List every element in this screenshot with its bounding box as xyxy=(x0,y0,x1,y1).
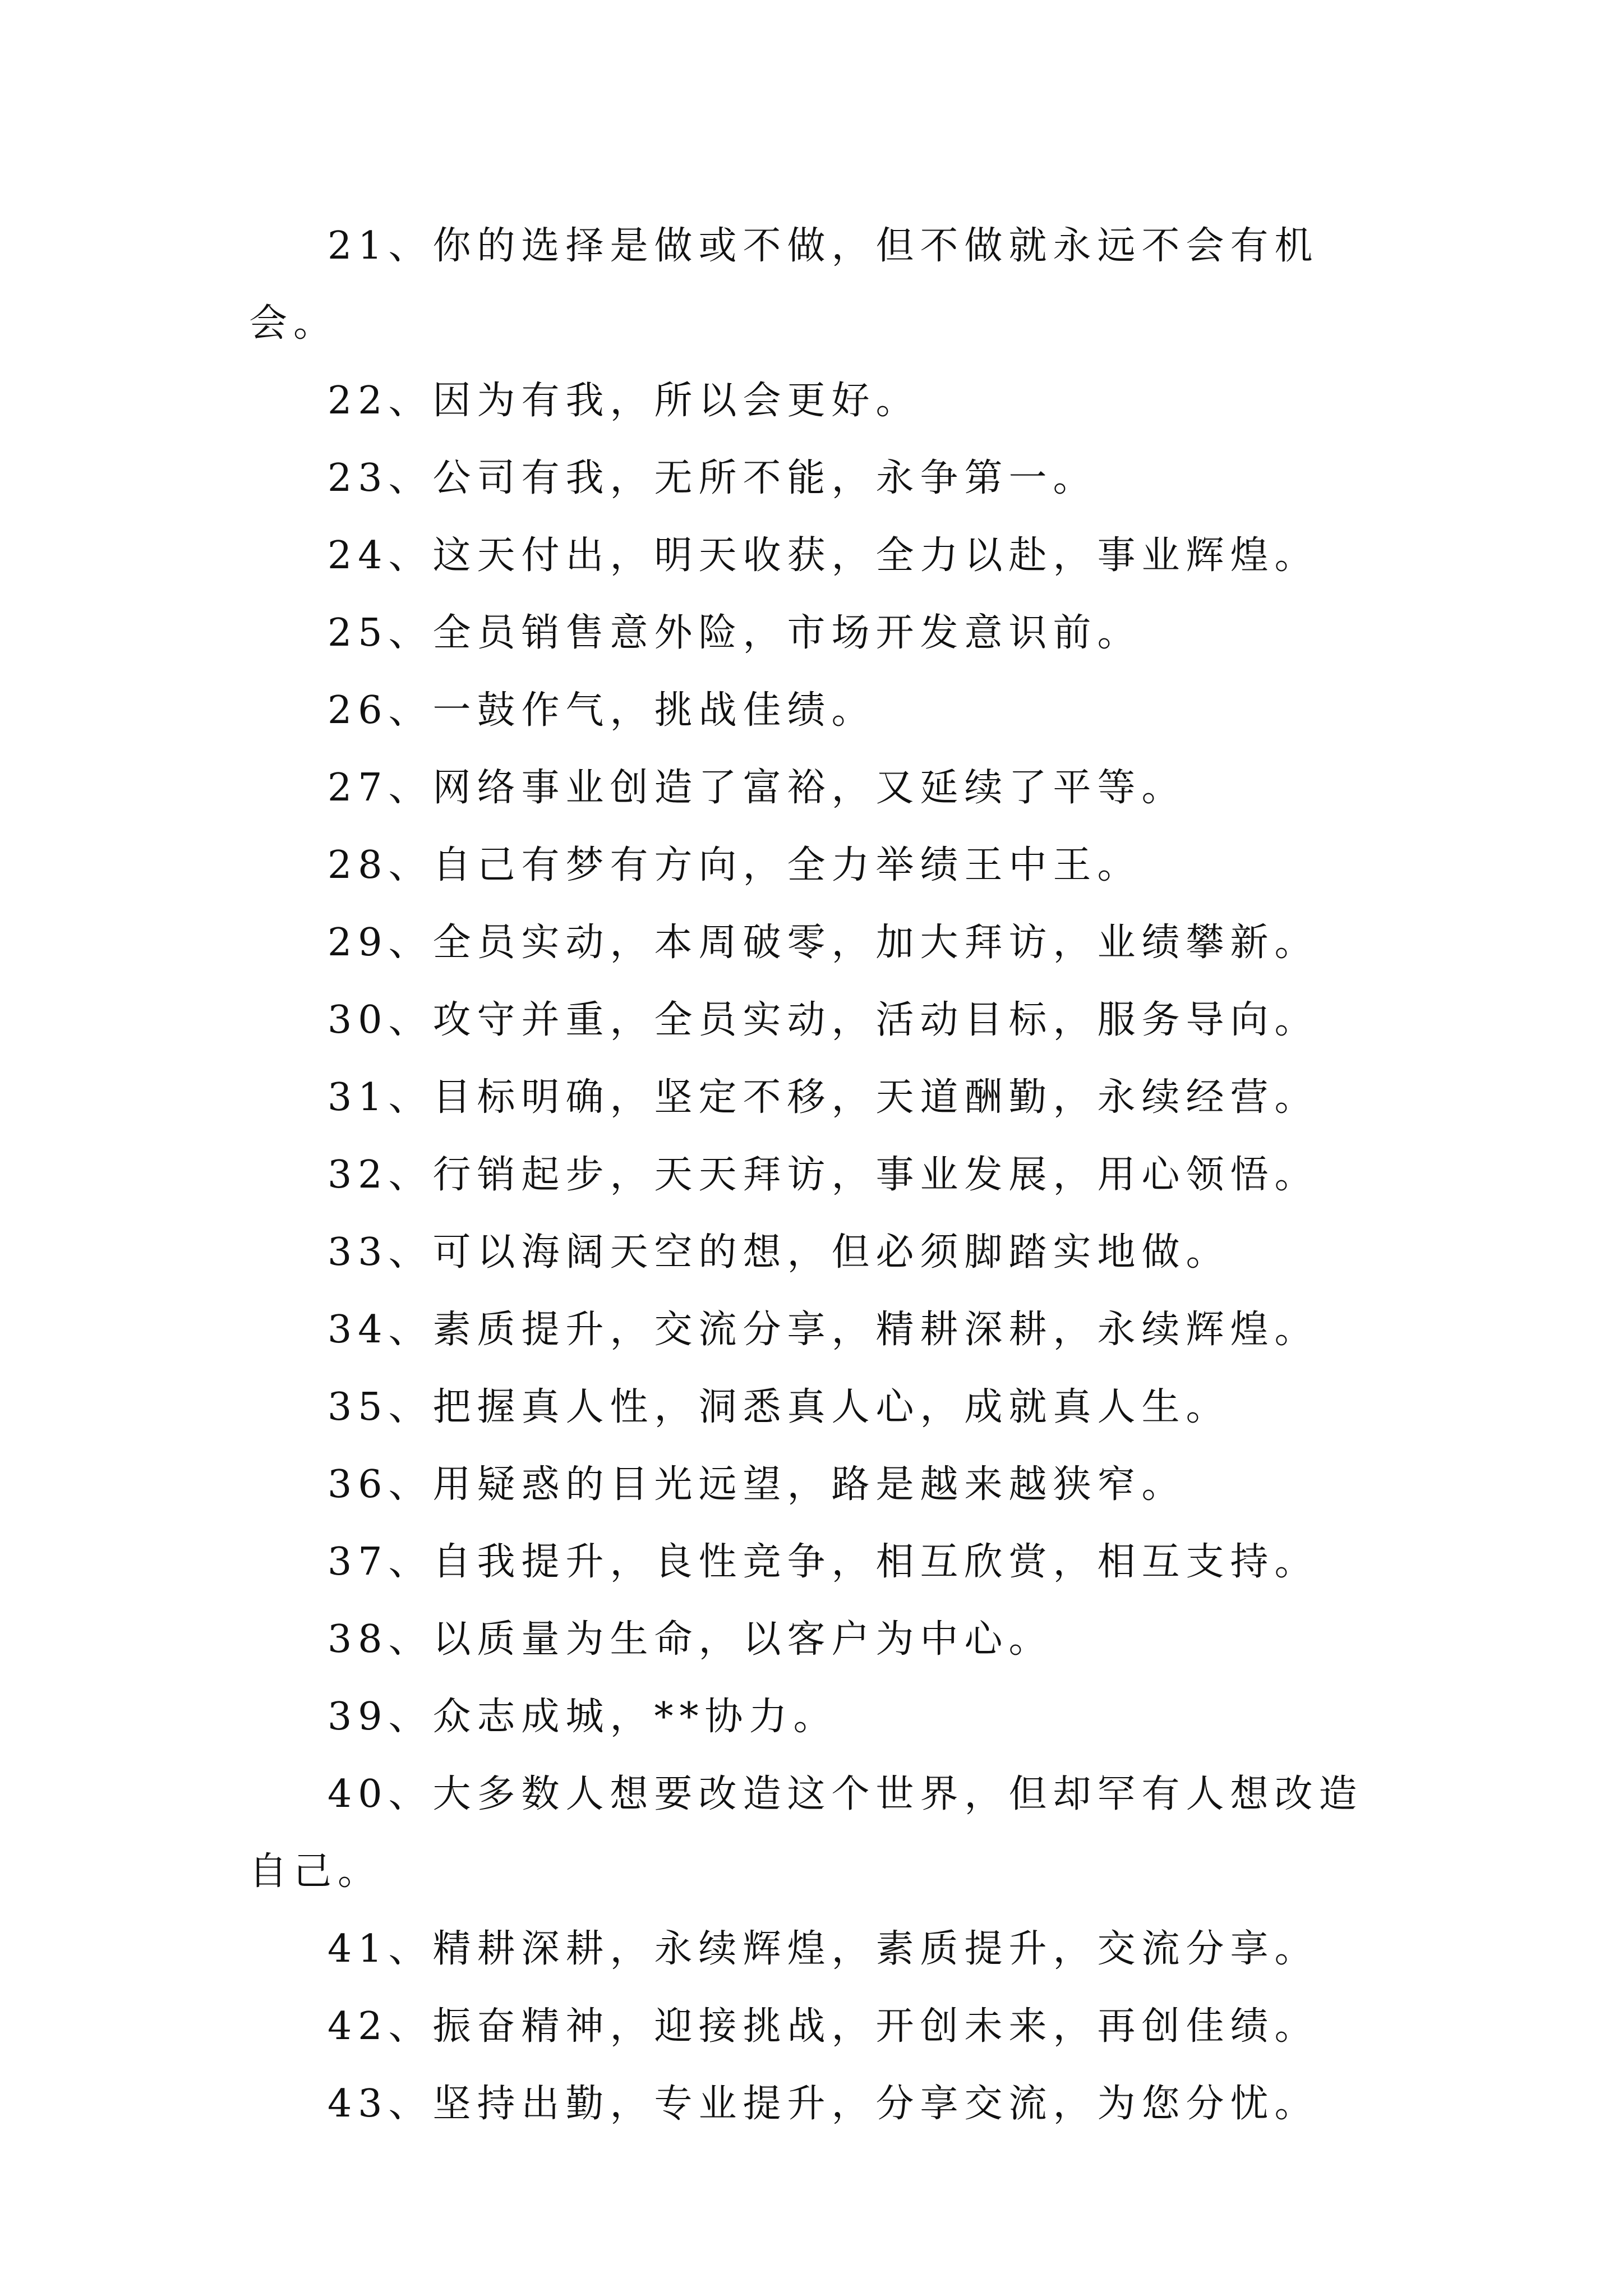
paragraph-37: 37、自我提升，良性竞争，相互欣赏，相互支持。 xyxy=(328,1540,1319,1584)
paragraph-29: 29、全员实动，本周破零，加大拜访，业绩攀新。 xyxy=(328,921,1319,965)
paragraph-27: 27、网络事业创造了富裕，又延续了平等。 xyxy=(328,766,1186,810)
paragraph-36: 36、用疑惑的目光远望，路是越来越狭窄。 xyxy=(328,1462,1186,1507)
paragraph-41: 41、精耕深耕，永续辉煌，素质提升，交流分享。 xyxy=(328,1927,1319,1971)
paragraph-24: 24、这天付出，明天收获，全力以赴，事业辉煌。 xyxy=(328,533,1319,578)
paragraph-38: 38、以质量为生命，以客户为中心。 xyxy=(328,1617,1053,1662)
paragraph-40: 40、大多数人想要改造这个世界，但却罕有人想改造自己。 xyxy=(249,1772,1363,1894)
paragraph-39: 39、众志成城，**协力。 xyxy=(328,1695,838,1739)
document-body xyxy=(249,208,1387,2143)
paragraph-31: 31、目标明确，坚定不移，天道酬勤，永续经营。 xyxy=(328,1075,1319,1120)
paragraph-42: 42、振奋精神，迎接挑战，开创未来，再创佳绩。 xyxy=(328,2004,1319,2049)
paragraph-21: 21、你的选择是做或不做，但不做就永远不会有机会。 xyxy=(249,224,1319,346)
paragraph-32: 32、行销起步，天天拜访，事业发展，用心领悟。 xyxy=(328,1153,1319,1197)
paragraph-23: 23、公司有我，无所不能，永争第一。 xyxy=(328,456,1098,500)
paragraph-43: 43、坚持出勤，专业提升，分享交流，为您分忧。 xyxy=(328,2082,1319,2126)
paragraph-35: 35、把握真人性，洞悉真人心，成就真人生。 xyxy=(328,1385,1230,1429)
paragraph-26: 26、一鼓作气，挑战佳绩。 xyxy=(328,688,876,733)
paragraph-30: 30、攻守并重，全员实动，活动目标，服务导向。 xyxy=(328,998,1319,1042)
paragraph-28: 28、自己有梦有方向，全力举绩王中王。 xyxy=(328,843,1142,887)
paragraph-22: 22、因为有我，所以会更好。 xyxy=(328,379,920,423)
paragraph-25: 25、全员销售意外险，市场开发意识前。 xyxy=(328,611,1142,655)
paragraph-34: 34、素质提升，交流分享，精耕深耕，永续辉煌。 xyxy=(328,1308,1319,1352)
paragraph-33: 33、可以海阔天空的想，但必须脚踏实地做。 xyxy=(328,1230,1230,1274)
